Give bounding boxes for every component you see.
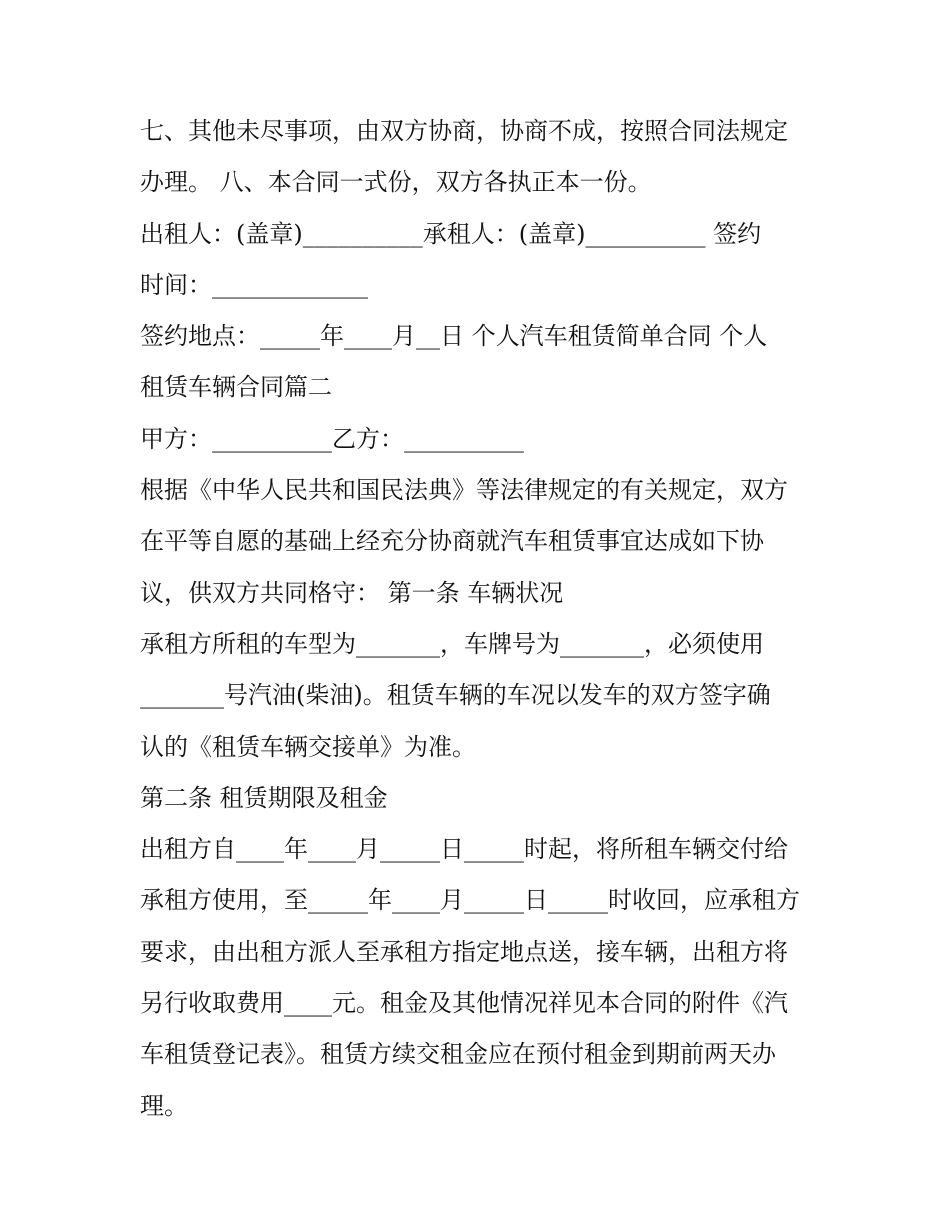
text-line: 时间：_____________: [140, 270, 368, 299]
text-line: 在平等自愿的基础上经充分协商就汽车租赁事宜达成如下协: [140, 527, 764, 556]
document-body: [140, 106, 820, 1132]
text-line: 办理。 八、本合同一式份，双方各执正本一份。: [140, 168, 652, 197]
text-line: 甲方：__________乙方：__________: [140, 424, 524, 453]
text-line: 签约地点：_____年____月__日 个人汽车租赁简单合同 个人: [140, 322, 768, 351]
text-line: 议，供双方共同格守： 第一条 车辆状况: [140, 578, 564, 607]
text-line: 认的《租赁车辆交接单》为准。: [140, 732, 476, 761]
text-line: 另行收取费用____元。租金及其他情况祥见本合同的附件《汽: [140, 989, 788, 1018]
text-line: 租赁车辆合同篇二: [140, 373, 332, 402]
text-line: 出租人：(盖章)__________承租人：(盖章)__________ 签约: [140, 219, 762, 248]
text-line: 七、其他未尽事项，由双方协商，协商不成，按照合同法规定: [140, 117, 788, 145]
text-line: 承租方使用，至_____年____月_____日_____时收回，应承租方: [140, 886, 800, 915]
text-line: 承租方所租的车型为_______，车牌号为_______，必须使用: [140, 629, 764, 658]
text-line: 车租赁登记表》。租赁方续交租金应在预付租金到期前两天办: [140, 1040, 776, 1069]
text-line: 根据《中华人民共和国民法典》等法律规定的有关规定，双方: [140, 476, 788, 505]
text-line: 第二条 租赁期限及租金: [140, 783, 388, 812]
text-line: 理。: [140, 1091, 188, 1120]
text-line: 要求，由出租方派人至承租方指定地点送，接车辆，出租方将: [140, 937, 788, 966]
text-line: _______号汽油(柴油)。租赁车辆的车况以发车的双方签字确: [140, 681, 771, 710]
text-line: 出租方自____年____月_____日_____时起，将所租车辆交付给: [140, 835, 788, 864]
